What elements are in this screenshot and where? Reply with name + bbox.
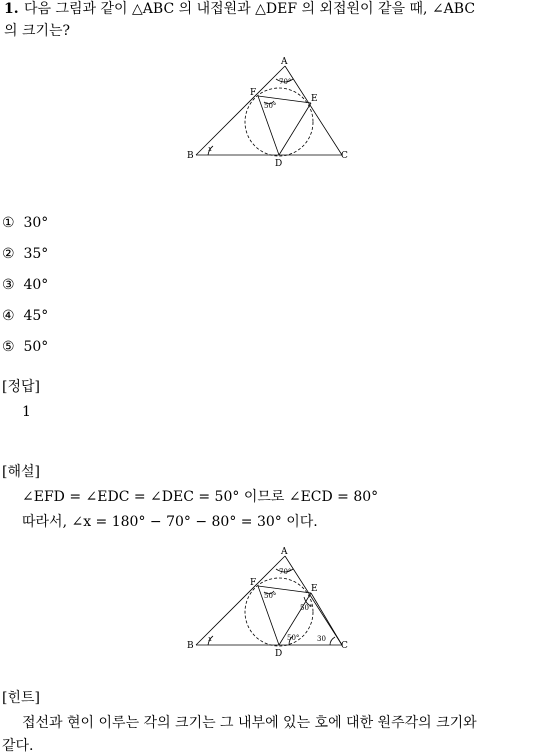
choice-4[interactable] — [2, 307, 48, 325]
hint-header: [힌트] — [2, 690, 40, 706]
explanation-line1: ∠EFD = ∠EDC = ∠DEC = 50° 이므로 ∠ECD = 80° — [22, 489, 379, 505]
choice-1-marker: ① — [2, 215, 15, 231]
fig1-label-c: C — [341, 151, 348, 161]
question-text-line1: 다음 그림과 같이 △ABC 의 내접원과 △DEF 의 외접원이 같을 때, ∠ABC — [24, 1, 476, 17]
explanation-header: [해설] — [2, 464, 40, 480]
hint-line1: 접선과 현이 이루는 각의 크기는 그 내부에 있는 호에 대한 원주각의 크기와 — [22, 715, 477, 731]
fig2-label-d: D — [275, 649, 283, 659]
fig2-label-f: F — [250, 578, 257, 588]
choice-3[interactable] — [2, 276, 48, 294]
answer-value: 1 — [22, 404, 31, 420]
choice-2-text: 35° — [23, 246, 49, 262]
fig2-label-a: A — [281, 547, 288, 557]
choice-2-marker: ② — [2, 246, 15, 262]
fig1-label-d: D — [275, 159, 283, 169]
fig1-label-f: F — [250, 88, 257, 98]
fig2-label-b: B — [187, 641, 194, 651]
fig1-label-b: B — [187, 151, 194, 161]
choice-1[interactable] — [2, 214, 48, 232]
question-text-line2: 의 크기는? — [4, 23, 71, 39]
fig2-label-e: E — [311, 584, 318, 594]
fig2-angle-f: 50° — [264, 592, 277, 600]
fig2-angle-e: 50° — [300, 604, 313, 612]
triangle-figure-1 — [0, 55, 535, 169]
fig2-angle-c: 30 — [317, 635, 326, 643]
choice-2[interactable] — [2, 245, 48, 263]
choice-5[interactable] — [2, 338, 48, 356]
hint-line2: 같다. — [2, 738, 34, 754]
choice-3-text: 40° — [23, 277, 49, 293]
choice-5-text: 50° — [23, 339, 49, 355]
explanation-line2: 따라서, ∠x = 180° − 70° − 80° = 30° 이다. — [22, 514, 318, 530]
fig1-label-a: A — [281, 57, 288, 67]
fig2-angle-a: 70° — [279, 568, 292, 576]
choice-3-marker: ③ — [2, 277, 15, 293]
choice-1-text: 30° — [23, 215, 49, 231]
fig1-angle-f: 50° — [264, 102, 277, 110]
fig1-label-e: E — [311, 94, 318, 104]
fig2-angle-x: x — [208, 635, 212, 643]
fig1-angle-a: 70° — [279, 78, 292, 86]
choice-4-marker: ④ — [2, 308, 15, 324]
choice-5-marker: ⑤ — [2, 339, 15, 355]
triangle-figure-2 — [0, 545, 535, 659]
choice-4-text: 45° — [23, 308, 49, 324]
fig2-angle-d: 50° — [287, 634, 300, 642]
answer-header: [정답] — [2, 379, 40, 395]
fig2-label-c: C — [341, 641, 348, 651]
question-number: 1. — [4, 1, 19, 17]
fig1-angle-x: x — [208, 145, 212, 153]
